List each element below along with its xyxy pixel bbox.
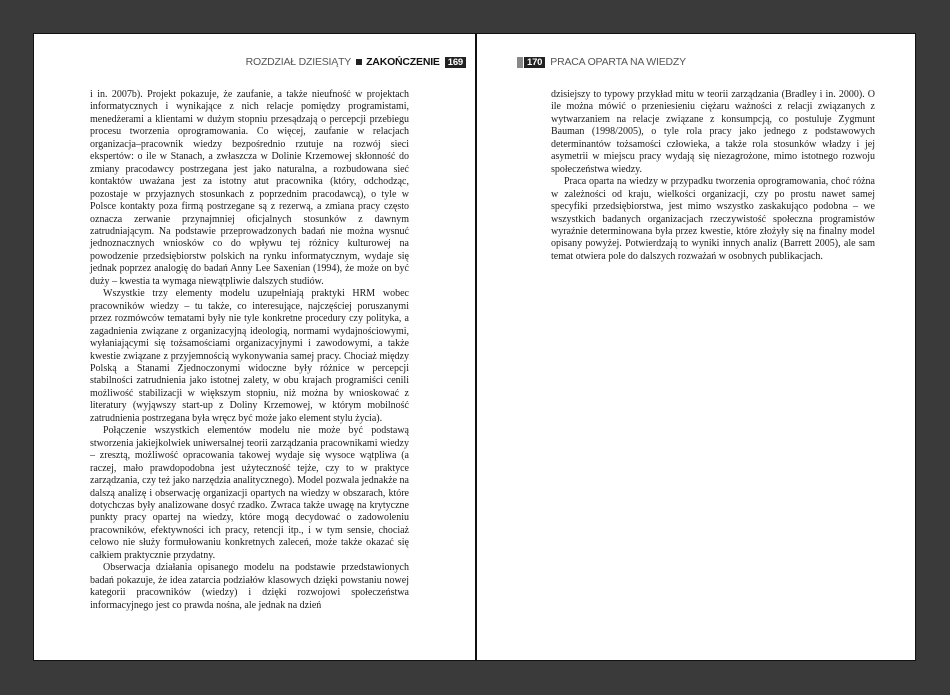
header-bar-icon: [517, 57, 523, 68]
page-number-badge: 170: [524, 57, 545, 68]
left-page: [34, 34, 475, 660]
page-number-badge: 169: [445, 57, 466, 68]
book-title-label: PRACA OPARTA NA WIEDZY: [550, 56, 686, 68]
section-label: ZAKOŃCZENIE: [366, 56, 440, 68]
right-body-text: [551, 89, 875, 263]
left-running-header: [246, 56, 466, 68]
square-bullet-icon: [356, 59, 362, 65]
paragraph: Praca oparta na wiedzy w przypadku tworzenia oprogramowania, choć różna w zależności od kraju, wielkości organizacji, czy po prostu nawet samej specyfiki przedsiębiorstwa, jest mimo wszystko zaskakująco podobna – we wszystkich badanych organizacjach rzeczywistość społeczna programistów wyraźnie determinowana była przez kwestie, które złożyły się na finalny model opisany powyżej. Potwierdzają to wyniki innych analiz (Barrett 2005), ale sam temat otwiera pole do dalszych rozważań w osobnych publikacjach.: [551, 176, 875, 262]
paragraph: Wszystkie trzy elementy modelu uzupełniają praktyki HRM wobec pracowników wiedzy – tu także, co interesujące, najczęściej poruszanymi przez rozmówców tematami były nie tyle konkretne procedury czy polityka, a zagadnienia związane z organizacyjną ideologią, normami wydajnościowymi, wyłaniającymi się tożsamościami organizacyjnymi i zawodowymi, a także kwestie związane z przyjemnością wykonywania samej pracy. Chociaż między Polską a Stanami Zjednoczonymi widoczne były różnice w percepcji stabilności zatrudnienia jako istotnej zalety, w obu krajach programiści cenili możliwość stabilizacji w większym stopniu, niż można by wnioskować z literatury (wyjąwszy start-up z Doliny Krzemowej, w którym mobilność zatrudnienia postrzegana była wręcz być może jako element stylu życia).: [90, 288, 409, 424]
chapter-label: ROZDZIAŁ DZIESIĄTY: [245, 56, 352, 68]
book-spread: [33, 33, 916, 661]
right-running-header: [517, 56, 686, 68]
paragraph: Obserwacja działania opisanego modelu na podstawie przedstawionych badań pokazuje, że idea zatarcia podziałów klasowych dzięki powstaniu nowej kategorii pracowników (wiedzy) i dzięki rozwojowi społeczeństwa informacyjnego jest co prawda nośna, ale jednak na dzień: [90, 562, 409, 611]
left-body-text: [90, 89, 409, 612]
right-page: [477, 34, 917, 660]
paragraph: dzisiejszy to typowy przykład mitu w teorii zarządzania (Bradley i in. 2000). O ile można mówić o przeniesieniu ciężaru ważności z relacji związanych z wytwarzaniem na relacje związane z konsumpcją, co postuluje Zygmunt Bauman (1998/2005), o tyle rola pracy jako jednego z podstawowych determinantów tożsamości człowieka, a także rola stosunków władzy i jej asymetrii w miejscu pracy wydają się niezagrożone, mimo istotnego rozwoju społeczeństwa wiedzy.: [551, 89, 875, 175]
paragraph: Połączenie wszystkich elementów modelu nie może być podstawą stworzenia jakiejkolwiek uniwersalnej teorii zarządzania pracownikami wiedzy – zresztą, możliwość opracowania takowej wydaje się wysoce wątpliwa (a raczej, mało prawdopodobna jest użyteczność tejże, czy to w praktyce zarządzania, czy też jako narzędzia analitycznego). Model pozwala jednakże na dalszą analizę i obserwację organizacji opartych na wiedzy w obszarach, które dotychczas były analizowane dosyć rzadko. Zwraca także uwagę na krytyczne punkty pracy opartej na wiedzy, które mogą decydować o zadowoleniu pracowników, efektywności ich pracy, retencji itp., i w tym sensie, chociaż celowo nie służy formułowaniu konkretnych zaleceń, może także okazać się całkiem praktycznie przydatny.: [90, 425, 409, 561]
paragraph: i in. 2007b). Projekt pokazuje, że zaufanie, a także nieufność w projektach informatycznych i wynikające z nich relacje pomiędzy programistami, menedżerami a klientami w dużym stopniu przesądzają o percepcji przebiegu procesu tworzenia oprogramowania. Co więcej, zaufanie w relacjach organizacja–pracownik wiedzy bezpośrednio rzutuje na rozwój sieci ekspertów: o ile w Stanach, a zwłaszcza w Dolinie Krzemowej skłonność do zmiany pracodawcy postrzegana jest jako naturalna, a rozbudowana sieć kontaktów uważana jest za istotny atut pracownika (który, odchodząc, pozostaje w przyjaznych stosunkach z poprzednim pracodawcą), o tyle w Polsce kontakty poza firmą postrzegane są z rezerwą, a zmiana pracy często oznacza zerwanie przynajmniej oficjalnych stosunków z dawnym zatrudniającym. Na podstawie przeprowadzonych badań nie można wysnuć jednoznacznych wniosków co do wpływu tej różnicy kulturowej na powodzenie przedsiębiorstw polskich na rynku informatycznym, wydaje się jednak poprzez analogię do badań Anny Lee Saxenian (1994), że może on być duży – kwestia ta wymaga niewątpliwie dalszych studiów.: [90, 89, 409, 287]
